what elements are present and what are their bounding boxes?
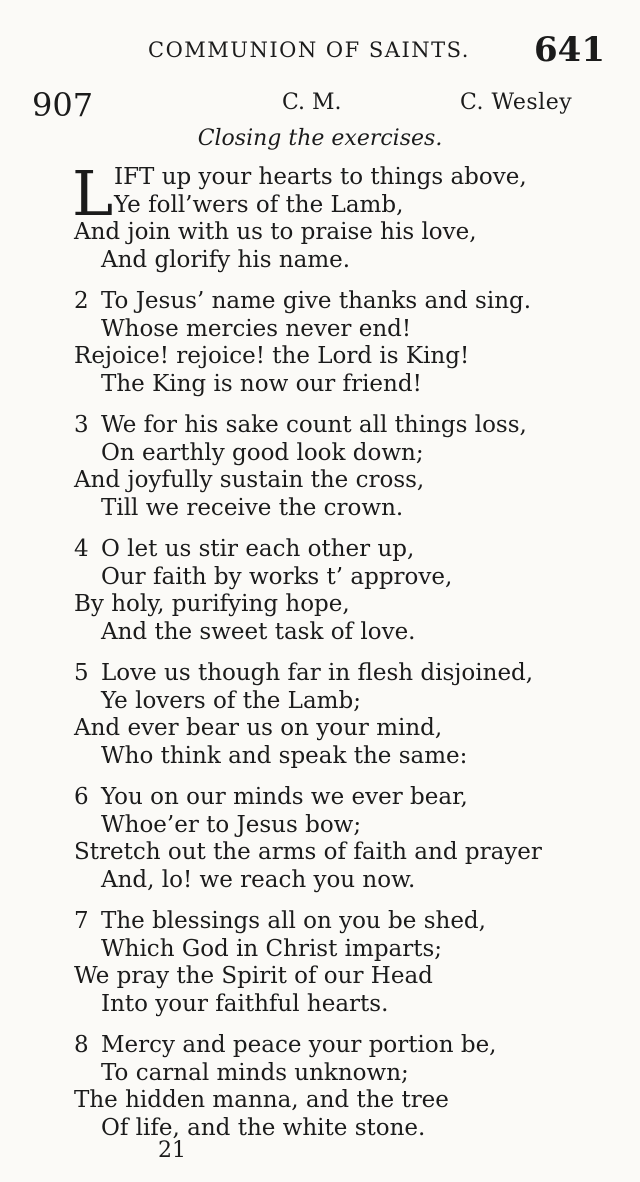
- verse-line: And join with us to praise his love,: [74, 219, 477, 245]
- stanza-6: [0, 784, 640, 894]
- verse-line: You on our minds we ever bear,: [101, 784, 468, 810]
- verse-line: To carnal minds unknown;: [101, 1059, 409, 1086]
- hymn-heading: [0, 86, 640, 122]
- verse-line: Which God in Christ imparts;: [101, 935, 443, 962]
- stanza-5: [0, 660, 640, 770]
- stanza-4: [0, 536, 640, 646]
- verse-line: Of life, and the white stone.: [101, 1114, 426, 1141]
- hymn-meter: C. M.: [282, 90, 342, 115]
- stanza-8: [0, 1032, 640, 1142]
- drop-cap: L: [72, 157, 114, 230]
- stanza-7: [0, 908, 640, 1018]
- verse-line: The King is now our friend!: [101, 370, 422, 397]
- verse-line: Mercy and peace your portion be,: [101, 1032, 497, 1058]
- hymn-caption: Closing the exercises.: [197, 126, 443, 151]
- verse-line: By holy, purifying hope,: [74, 591, 350, 617]
- verse-line: Whose mercies never end!: [101, 315, 412, 342]
- stanza-number: 3: [74, 412, 89, 438]
- page-number: 641: [534, 30, 605, 70]
- running-head: [0, 30, 640, 70]
- verse-line: We pray the Spirit of our Head: [74, 963, 433, 989]
- verse-line: And joyfully sustain the cross,: [74, 467, 425, 493]
- hymn-text: [0, 157, 640, 1156]
- stanza-1: [0, 157, 640, 274]
- verse-line: Love us though far in flesh disjoined,: [101, 660, 534, 686]
- hymn-author: C. Wesley: [460, 90, 573, 115]
- stanza-number: 5: [74, 660, 89, 686]
- verse-line: Into your faithful hearts.: [101, 990, 389, 1017]
- verse-line: Who think and speak the same:: [101, 742, 468, 769]
- verse-line: On earthly good look down;: [101, 439, 424, 466]
- verse-line: And the sweet task of love.: [101, 618, 416, 645]
- verse-line: To Jesus’ name give thanks and sing.: [101, 288, 532, 314]
- stanza-3: [0, 412, 640, 522]
- stanza-number: 8: [74, 1032, 89, 1058]
- verse-line: Stretch out the arms of faith and prayer: [74, 839, 542, 865]
- verse-line: IFT up your hearts to things above,: [114, 164, 527, 190]
- verse-line: Ye foll’wers of the Lamb,: [114, 191, 404, 218]
- stanza-number: 7: [74, 908, 89, 934]
- stanza-2: [0, 288, 640, 398]
- section-title: COMMUNION OF SAINTS.: [148, 38, 470, 62]
- signature-mark: 21: [158, 1138, 186, 1163]
- hymn-number: 907: [32, 86, 94, 124]
- verse-line: The hidden manna, and the tree: [74, 1087, 449, 1113]
- verse-line: We for his sake count all things loss,: [101, 412, 527, 438]
- verse-line: And, lo! we reach you now.: [101, 866, 416, 893]
- verse-line: Ye lovers of the Lamb;: [101, 687, 361, 714]
- stanza-number: 2: [74, 288, 89, 314]
- verse-line: Rejoice! rejoice! the Lord is King!: [74, 343, 470, 369]
- stanza-number: 6: [74, 784, 89, 810]
- verse-line: Our faith by works t’ approve,: [101, 563, 453, 590]
- verse-line: O let us stir each other up,: [101, 536, 415, 562]
- stanza-number: 4: [74, 536, 89, 562]
- verse-line: And ever bear us on your mind,: [74, 715, 443, 741]
- verse-line: The blessings all on you be shed,: [101, 908, 486, 934]
- verse-line: Whoe’er to Jesus bow;: [101, 811, 362, 838]
- verse-line: Till we receive the crown.: [101, 494, 404, 521]
- verse-line: And glorify his name.: [101, 246, 351, 273]
